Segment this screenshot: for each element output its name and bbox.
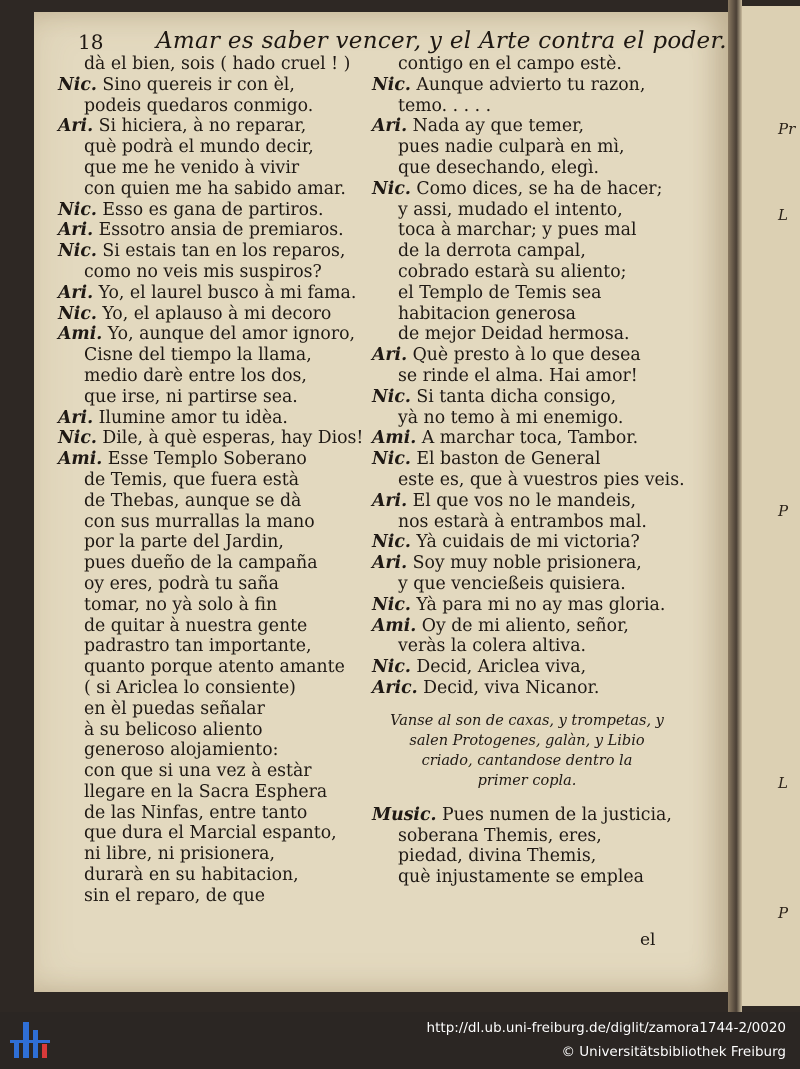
verse-line bbox=[58, 116, 378, 137]
verse-text: con quien me ha sabido amar. bbox=[84, 178, 346, 199]
verse-text: Decid, viva Nicanor. bbox=[423, 677, 600, 698]
verse-line bbox=[58, 491, 378, 512]
speaker-label: Ami. bbox=[58, 449, 103, 470]
verse-text: generoso alojamiento: bbox=[84, 740, 279, 761]
speaker-label: Ari. bbox=[372, 490, 408, 511]
verse-line bbox=[372, 200, 682, 221]
verse-line bbox=[372, 304, 682, 325]
verse-line bbox=[58, 96, 378, 117]
verse-line bbox=[372, 324, 682, 345]
verse-line bbox=[58, 512, 378, 533]
verse-line bbox=[372, 826, 682, 847]
speaker-label: Ari. bbox=[372, 553, 408, 574]
viewer-footer bbox=[0, 1012, 800, 1069]
left-text-column bbox=[58, 54, 378, 907]
page-number: 18 bbox=[78, 30, 104, 54]
verse-line bbox=[58, 886, 378, 907]
verse-text: este es, que à vuestros pies veis. bbox=[398, 469, 685, 490]
speaker-label: Nic. bbox=[58, 303, 97, 324]
speaker-label: Nic. bbox=[372, 74, 411, 95]
verse-text: Què presto à lo que desea bbox=[412, 345, 641, 366]
verse-text: Essotro ansia de premiaros. bbox=[98, 220, 344, 241]
verse-text: por la parte del Jardin, bbox=[84, 532, 284, 553]
verse-text: Soy muy noble prisionera, bbox=[412, 553, 642, 574]
verse-line bbox=[58, 574, 378, 595]
verse-line bbox=[372, 241, 682, 262]
verse-line bbox=[58, 823, 378, 844]
verse-text: con sus murrallas la mano bbox=[84, 511, 315, 532]
verse-text: de quitar à nuestra gente bbox=[84, 615, 308, 636]
verse-text: A marchar toca, Tambor. bbox=[421, 428, 639, 449]
verse-line bbox=[58, 636, 378, 657]
adjacent-letter: L bbox=[778, 774, 788, 792]
verse-line bbox=[372, 137, 682, 158]
speaker-label: Nic. bbox=[372, 594, 411, 615]
copyright-notice: © Universitätsbibliothek Freiburg bbox=[561, 1044, 786, 1060]
verse-text: durarà en su habitacion, bbox=[84, 865, 299, 886]
verse-text: y assi, mudado el intento, bbox=[398, 199, 623, 220]
verse-text: que irse, ni partirse sea. bbox=[84, 386, 298, 407]
verse-line bbox=[372, 469, 685, 491]
verse-line bbox=[58, 262, 378, 283]
verse-line bbox=[372, 179, 682, 200]
verse-line bbox=[58, 304, 378, 325]
verse-text: el Templo de Temis sea bbox=[398, 282, 602, 303]
verse-text: de mejor Deidad hermosa. bbox=[398, 324, 630, 345]
adjacent-letter: P bbox=[778, 502, 789, 520]
verse-line bbox=[372, 96, 682, 117]
stage-direction-line: criado, cantandose dentro la bbox=[421, 752, 633, 769]
verse-text: Como dices, se ha de hacer; bbox=[416, 178, 663, 199]
verse-line bbox=[58, 678, 378, 699]
verse-line bbox=[58, 553, 378, 574]
book-gutter bbox=[728, 0, 742, 1012]
adjacent-letter: L bbox=[778, 206, 788, 224]
speaker-label: Aric. bbox=[372, 677, 418, 698]
speaker-label: Ami. bbox=[372, 615, 417, 636]
speaker-label: Ari. bbox=[372, 345, 408, 366]
verse-line bbox=[372, 408, 682, 429]
stage-direction-line: Vanse al son de caxas, y trompetas, y bbox=[390, 712, 664, 729]
speaker-label: Ari. bbox=[58, 116, 94, 137]
verse-text: medio darè entre los dos, bbox=[84, 365, 307, 386]
verse-line bbox=[58, 657, 378, 678]
verse-text: à su belicoso aliento bbox=[84, 719, 263, 740]
verse-line bbox=[58, 782, 378, 803]
verse-text: soberana Themis, eres, bbox=[398, 825, 602, 846]
verse-text: yà no temo à mi enemigo. bbox=[398, 407, 624, 428]
verse-text: toca à marchar; y pues mal bbox=[398, 220, 637, 241]
verse-line bbox=[372, 262, 682, 283]
verse-line bbox=[58, 345, 378, 366]
verse-line bbox=[58, 740, 378, 761]
verse-line bbox=[58, 366, 378, 387]
verse-text: què injustamente se emplea bbox=[398, 867, 644, 888]
verse-text: Decid, Ariclea viva, bbox=[416, 657, 587, 678]
speaker-label: Nic. bbox=[372, 386, 411, 407]
verse-text: Cisne del tiempo la llama, bbox=[84, 345, 312, 366]
verse-text: Sino quereis ir con èl, bbox=[102, 74, 295, 95]
verse-text: El baston de General bbox=[416, 449, 601, 470]
verse-line bbox=[372, 595, 682, 616]
verse-text: pues nadie culparà en mì, bbox=[398, 137, 625, 158]
verse-text: Oy de mi aliento, señor, bbox=[421, 615, 629, 636]
speaker-label: Nic. bbox=[372, 657, 411, 678]
verse-line bbox=[58, 449, 378, 470]
verse-text: sin el reparo, de que bbox=[84, 885, 265, 906]
verse-text: contigo en el campo estè. bbox=[398, 54, 622, 74]
verse-text: piedad, divina Themis, bbox=[398, 846, 597, 867]
verse-text: pues dueño de la campaña bbox=[84, 553, 318, 574]
verse-line bbox=[58, 324, 378, 345]
stage-direction bbox=[372, 711, 682, 791]
verse-text: Esse Templo Soberano bbox=[107, 449, 307, 470]
speaker-label: Ari. bbox=[58, 407, 94, 428]
verse-text: de las Ninfas, entre tanto bbox=[84, 802, 308, 823]
verse-text: habitacion generosa bbox=[398, 303, 576, 324]
verse-text: Si tanta dicha consigo, bbox=[416, 386, 617, 407]
verse-line bbox=[58, 699, 378, 720]
verse-line bbox=[58, 720, 378, 741]
adjacent-letter: P bbox=[778, 904, 789, 922]
verse-line bbox=[58, 75, 378, 96]
verse-text: que desechando, elegì. bbox=[398, 157, 600, 178]
verse-text: Yà para mi no ay mas gloria. bbox=[416, 594, 666, 615]
verse-line bbox=[372, 75, 682, 96]
speaker-label: Ami. bbox=[372, 428, 417, 449]
adjacent-page bbox=[742, 6, 800, 1006]
verse-text: nos estarà à entrambos mal. bbox=[398, 511, 647, 532]
verse-line bbox=[58, 761, 378, 782]
verse-line bbox=[58, 137, 378, 158]
verse-text: podeis quedaros conmigo. bbox=[84, 95, 314, 116]
verse-line bbox=[372, 366, 682, 387]
catchword: el bbox=[640, 930, 656, 950]
verse-line bbox=[58, 865, 378, 886]
verse-text: Si estais tan en los reparos, bbox=[102, 241, 346, 262]
verse-line bbox=[58, 283, 378, 304]
verse-text: padrastro tan importante, bbox=[84, 636, 312, 657]
verse-line bbox=[58, 532, 378, 553]
verse-text: tomar, no yà solo à fin bbox=[84, 594, 278, 615]
verse-line bbox=[372, 616, 682, 637]
verse-line bbox=[372, 867, 682, 888]
verse-line bbox=[58, 616, 378, 637]
speaker-label: Ari. bbox=[372, 116, 408, 137]
speaker-label: Ari. bbox=[58, 220, 94, 241]
stage-direction-line: salen Protogenes, galàn, y Libio bbox=[409, 732, 645, 749]
verse-line bbox=[58, 470, 378, 491]
verse-text: que dura el Marcial espanto, bbox=[84, 823, 337, 844]
library-logo-icon bbox=[10, 1018, 50, 1064]
speaker-label: Nic. bbox=[372, 449, 411, 470]
speaker-label: Nic. bbox=[58, 74, 97, 95]
speaker-label: Music. bbox=[372, 804, 437, 825]
verse-line bbox=[58, 200, 378, 221]
verse-line bbox=[372, 636, 682, 657]
permalink-url[interactable]: http://dl.ub.uni-freiburg.de/diglit/zamora1744-2/0020 bbox=[426, 1020, 786, 1036]
verse-line bbox=[372, 805, 682, 826]
verse-line bbox=[58, 803, 378, 824]
verse-text: Yo, aunque del amor ignoro, bbox=[107, 324, 355, 345]
verse-line bbox=[58, 387, 378, 408]
verse-text: Nada ay que temer, bbox=[412, 116, 585, 137]
verse-text: de Thebas, aunque se dà bbox=[84, 490, 302, 511]
verse-text: y que vencießeis quisiera. bbox=[398, 573, 626, 594]
verse-line bbox=[58, 241, 378, 262]
verse-line bbox=[372, 491, 682, 512]
speaker-label: Ami. bbox=[58, 324, 103, 345]
right-text-column bbox=[372, 54, 685, 888]
verse-line bbox=[372, 574, 682, 595]
verse-line bbox=[372, 846, 682, 867]
verse-line bbox=[372, 387, 682, 408]
verse-text: que me he venido à vivir bbox=[84, 157, 300, 178]
verse-text: de la derrota campal, bbox=[398, 241, 586, 262]
right-column-dialogue bbox=[372, 54, 685, 699]
verse-text: cobrado estarà su aliento; bbox=[398, 261, 627, 282]
verse-text: què podrà el mundo decir, bbox=[84, 137, 314, 158]
verse-line bbox=[58, 158, 378, 179]
verse-text: ( si Ariclea lo consiente) bbox=[84, 677, 296, 698]
verse-line bbox=[372, 532, 682, 553]
verse-text: como no veis mis suspiros? bbox=[84, 261, 322, 282]
speaker-label: Nic. bbox=[58, 428, 97, 449]
verse-line bbox=[372, 678, 682, 699]
verse-text: El que vos no le mandeis, bbox=[412, 490, 636, 511]
verse-text: de Temis, que fuera està bbox=[84, 469, 300, 490]
verse-text: ni libre, ni prisionera, bbox=[84, 844, 275, 865]
verse-text: se rinde el alma. Hai amor! bbox=[398, 365, 638, 386]
speaker-label: Nic. bbox=[58, 199, 97, 220]
verse-line bbox=[372, 54, 682, 75]
verse-text: Aunque advierto tu razon, bbox=[416, 74, 646, 95]
verse-text: Pues numen de la justicia, bbox=[442, 804, 672, 825]
verse-line bbox=[372, 158, 682, 179]
verse-text: dà el bien, sois ( hado cruel ! ) bbox=[84, 54, 351, 74]
verse-text: quanto porque atento amante bbox=[84, 657, 345, 678]
verse-line bbox=[372, 220, 682, 241]
verse-line bbox=[58, 220, 378, 241]
verse-line bbox=[372, 116, 682, 137]
verse-text: Yà cuidais de mi victoria? bbox=[416, 532, 640, 553]
running-title: Amar es saber vencer, y el Arte contra el poder. bbox=[156, 28, 727, 54]
verse-text: en èl puedas señalar bbox=[84, 698, 265, 719]
verse-text: llegare en la Sacra Esphera bbox=[84, 781, 328, 802]
verse-text: Esso es gana de partiros. bbox=[102, 199, 324, 220]
verse-line bbox=[372, 657, 682, 678]
verse-text: Yo, el aplauso à mi decoro bbox=[102, 303, 332, 324]
verse-text: con que si una vez à estàr bbox=[84, 761, 312, 782]
verse-text: temo. . . . . bbox=[398, 95, 492, 116]
verse-text: oy eres, podrà tu saña bbox=[84, 573, 279, 594]
verse-line bbox=[372, 428, 682, 449]
speaker-label: Nic. bbox=[372, 532, 411, 553]
verse-line bbox=[58, 179, 378, 200]
verse-line bbox=[372, 512, 682, 533]
verse-line bbox=[58, 408, 378, 429]
verse-text: Si hiciera, à no reparar, bbox=[98, 116, 307, 137]
verse-text: Dile, à què esperas, hay Dios! bbox=[102, 428, 364, 449]
speaker-label: Nic. bbox=[58, 241, 97, 262]
verse-line bbox=[372, 449, 682, 470]
verse-line bbox=[58, 595, 378, 616]
verse-text: Ilumine amor tu idèa. bbox=[98, 407, 288, 428]
speaker-label: Nic. bbox=[372, 178, 411, 199]
verse-line bbox=[58, 428, 378, 449]
stage-direction-line: primer copla. bbox=[477, 772, 577, 789]
verse-line bbox=[372, 553, 682, 574]
verse-text: veràs la colera altiva. bbox=[398, 636, 586, 657]
verse-line bbox=[372, 283, 682, 304]
right-column-song bbox=[372, 805, 682, 888]
adjacent-letter: Pr bbox=[778, 120, 796, 138]
verse-line bbox=[372, 345, 682, 366]
speaker-label: Ari. bbox=[58, 282, 94, 303]
verse-text: Yo, el laurel busco à mi fama. bbox=[98, 282, 357, 303]
verse-line bbox=[58, 844, 378, 865]
verse-line bbox=[58, 54, 378, 75]
